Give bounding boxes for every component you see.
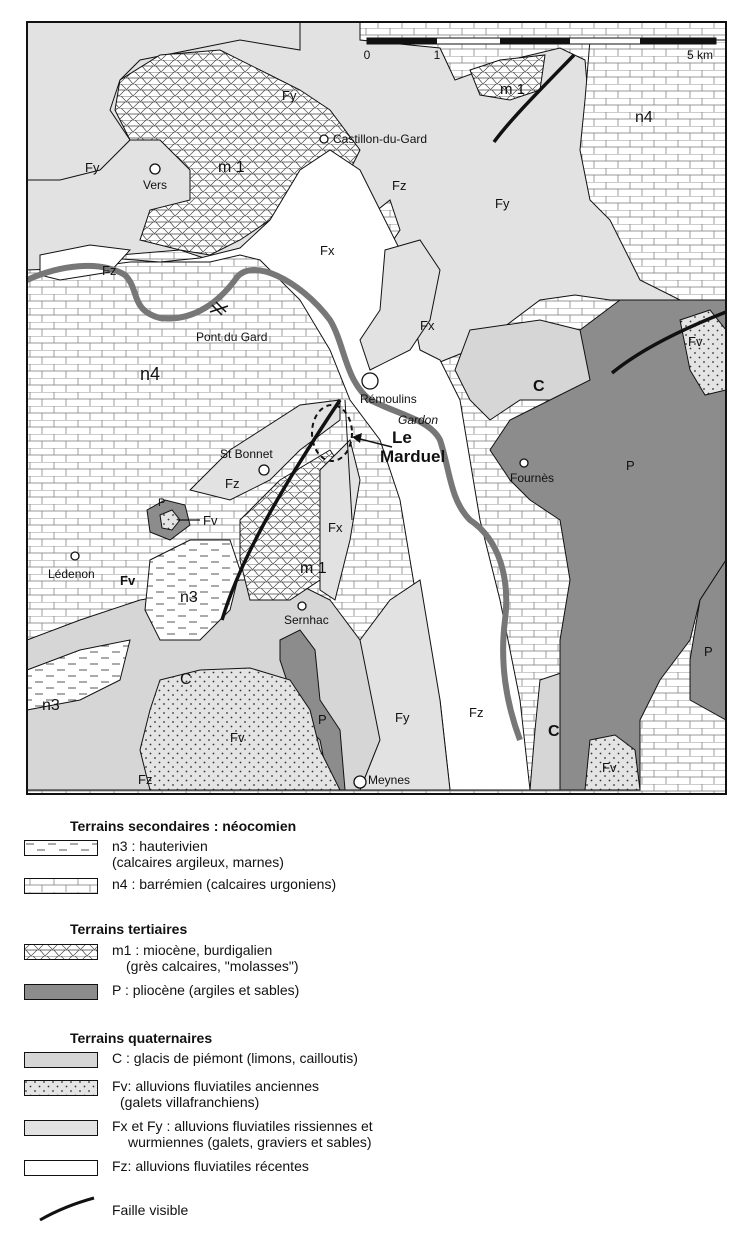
legend-fv-line2: (galets villafranchiens)	[120, 1094, 260, 1110]
place-vers: Vers	[143, 178, 168, 192]
legend-c-line1: C : glacis de piémont (limons, cailloutis)	[112, 1050, 358, 1066]
place-ledenon: Lédenon	[48, 567, 95, 581]
label-p: P	[626, 458, 635, 473]
st-bonnet-marker	[259, 465, 269, 475]
place-pont-du-gard: Pont du Gard	[196, 330, 268, 344]
legend-row-n3	[24, 838, 284, 870]
label-fx: Fx	[320, 243, 335, 258]
label-fx: Fx	[420, 318, 435, 333]
place-fournes: Fournès	[510, 471, 555, 485]
swatch-p	[24, 984, 98, 1000]
legend-quaternaires-title: Terrains quaternaires	[70, 1030, 213, 1046]
swatch-fz	[24, 1160, 98, 1176]
place-meynes: Meynes	[368, 773, 411, 787]
label-fy: Fy	[395, 710, 410, 725]
meynes-marker	[354, 776, 366, 788]
legend-n3-line2: (calcaires argileux, marnes)	[112, 854, 284, 870]
place-gardon: Gardon	[398, 413, 439, 427]
label-fz: Fz	[469, 705, 484, 720]
place-castillon: Castillon-du-Gard	[333, 132, 428, 146]
label-m1: m 1	[218, 159, 245, 176]
legend	[0, 800, 747, 1249]
legend-m1-line1: m1 : miocène, burdigalien	[112, 942, 273, 958]
label-fv: Fv	[688, 334, 703, 349]
label-m1: m 1	[300, 560, 327, 577]
legend-p-line1: P : pliocène (argiles et sables)	[112, 982, 300, 998]
label-p: P	[318, 712, 327, 727]
label-fz: Fz	[225, 476, 240, 491]
label-fy: Fy	[495, 196, 510, 211]
label-p: P	[704, 644, 713, 659]
swatch-n4	[24, 878, 98, 894]
ledenon-marker	[71, 552, 79, 560]
vers-marker	[150, 164, 160, 174]
label-fz: Fz	[138, 772, 153, 787]
swatch-n3	[24, 840, 98, 856]
legend-row-n4	[24, 876, 336, 894]
label-fz: Fz	[102, 263, 117, 278]
label-fy: Fy	[85, 160, 100, 175]
legend-row-faille	[24, 1192, 188, 1222]
place-le-marduel-line2: Marduel	[380, 447, 446, 466]
legend-row-p	[24, 982, 299, 1000]
label-n4: n4	[635, 109, 653, 126]
label-n3: n3	[180, 589, 198, 606]
label-m1: m 1	[500, 81, 526, 98]
label-p: P	[158, 497, 166, 509]
label-fv: Fv	[230, 730, 245, 745]
scale-tick-5km: 5 km	[686, 48, 714, 62]
castillon-marker	[320, 135, 328, 143]
legend-fv-line1: Fv: alluvions fluviatiles anciennes	[112, 1078, 319, 1094]
legend-row-c	[24, 1050, 358, 1068]
legend-n3-line1: n3 : hauterivien	[112, 838, 208, 854]
swatch-fxfy	[24, 1120, 98, 1136]
label-fv: Fv	[203, 513, 218, 528]
label-c: C	[180, 671, 192, 688]
legend-tertiaires-title: Terrains tertiaires	[70, 921, 188, 937]
label-n4: n4	[140, 364, 161, 384]
label-c: C	[533, 378, 545, 395]
label-c: C	[548, 723, 560, 740]
legend-m1-line2: (grès calcaires, "molasses")	[126, 958, 299, 974]
label-fz: Fz	[392, 178, 407, 193]
legend-secondaires-title: Terrains secondaires : néocomien	[70, 818, 297, 834]
legend-fxfy-line2: wurmiennes (galets, graviers et sables)	[128, 1134, 372, 1150]
label-fx: Fx	[328, 520, 343, 535]
swatch-c	[24, 1052, 98, 1068]
legend-row-fxfy	[24, 1118, 373, 1150]
label-n3: n3	[42, 697, 60, 714]
place-remoulins: Rémoulins	[360, 392, 417, 406]
fournes-marker	[520, 459, 528, 467]
legend-row-fz	[24, 1158, 309, 1176]
place-sernhac: Sernhac	[284, 613, 329, 627]
scale-tick-0: 0	[363, 48, 371, 62]
label-fv: Fv	[602, 760, 617, 775]
sernhac-marker	[298, 602, 306, 610]
legend-row-m1	[24, 942, 299, 974]
label-fv: Fv	[120, 573, 136, 588]
legend-faille: Faille visible	[112, 1202, 189, 1218]
remoulins-marker	[362, 373, 378, 389]
swatch-m1	[24, 944, 98, 960]
legend-n4-line1: n4 : barrémien (calcaires urgoniens)	[112, 876, 337, 892]
legend-fz-line1: Fz: alluvions fluviatiles récentes	[112, 1158, 309, 1174]
scale-tick-1: 1	[433, 48, 441, 62]
swatch-fv	[24, 1080, 98, 1096]
legend-fxfy-line1: Fx et Fy : alluvions fluviatiles rissiennes et	[112, 1118, 373, 1134]
swatch-faille-icon	[24, 1192, 98, 1222]
label-fy: Fy	[282, 88, 297, 103]
legend-row-fv	[24, 1078, 319, 1110]
place-le-marduel-line1: Le	[392, 428, 412, 447]
place-st-bonnet: St Bonnet	[220, 447, 273, 461]
